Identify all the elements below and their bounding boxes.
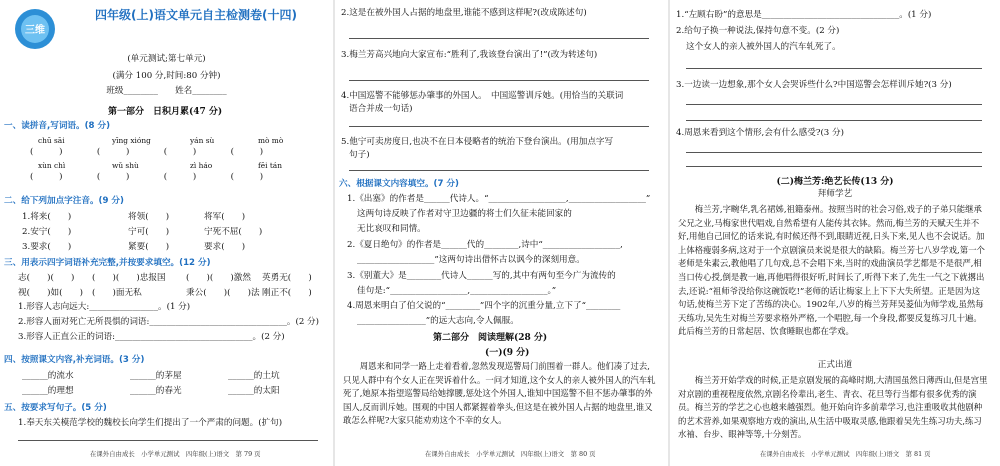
unit-label: (单元测试;第七单元) xyxy=(127,54,206,64)
zs-8: 紧要( ) xyxy=(128,242,170,252)
zs-2: 将领( ) xyxy=(128,212,170,222)
zs-3: 将军( ) xyxy=(204,212,246,222)
a2: 2.给句子换一种说法,保持句意不变。(2 分) xyxy=(676,26,840,36)
reading-2-para-1: 梅兰芳,字畹华,乳名裙姊,祖籍泰州。按照当时的社会习俗,戏子的子弟只能继承父兄之业,马梅家世代唱戏,自然希望有人能传其衣钵。然而,梅兰芳的天赋天生并不好,用他自己回忆的话来说,有时候还得不到,眼睛近视,日头下来,见人也不会说话。加上体格瘦弱多病,这对于一个京剧演员来说是很大的缺陷。梅兰芳七八岁学戏,第一个老师是朱素云,教他唱了几句戏,总不会唱下来,当时的戏曲演员学艺都是不是很严,相当口传心授,倒是教一遍,再他唱得很好听,时间长了,听得下来了,先生一气之下就撂出去,还说:“祖师爷没给你这碗饭吃!”老师的话让梅家上上下下大失所望。正是因为这句话,使梅兰芳下定了苦练的决心。1902年,八岁的梅兰芳拜吴菱仙为师学戏,虽然每天练功,吴先生对梅兰芳要求格外严格,一个唱腔,每一个身段,都要反复练习几十遍。此后梅兰芳的日常起居、饮食睡眠也都在学戏。 xyxy=(678,204,985,337)
fill-2: ______的茅屋 xyxy=(130,371,182,381)
idiom-8: 刚正不( ) xyxy=(262,288,312,298)
footer-81: 在课外自由成长 小学单元测试 四年级(上)语文 第 81 页 xyxy=(760,450,931,458)
pinyin-6: wǔ shù xyxy=(112,161,139,170)
f1a: 1.《出塞》的作者是______代诗人。“__________________,__________________” xyxy=(347,194,651,204)
q4-heading: 四、按照课文内容,补充词语。(3 分) xyxy=(4,355,145,365)
pinyin-3: yán sù xyxy=(190,136,215,145)
logo-text: 三维 xyxy=(25,25,45,36)
footer-79: 在课外自由成长 小学单元测试 四年级(上)语文 第 79 页 xyxy=(90,450,261,458)
idiom-6: ( )面无私 xyxy=(92,288,142,298)
a1: 1.“左顾右盼”的意思是________________________________。(1 分) xyxy=(676,10,932,20)
a3: 3.一边读一边想象,那个女人会哭诉些什么?中国巡警会怎样训斥她?(3 分) xyxy=(676,80,952,90)
fill-5: ______的春光 xyxy=(130,386,182,396)
zs-7: 3.要求( ) xyxy=(22,242,72,252)
reading-2-para-2: 梅兰芳开始学戏的时候,正是京剧发展的高峰时期,大清国虽然日薄西山,但是宫里对京剧的重视程度依然,京剧名伶辈出,老生、青衣、花旦等行当都有很多优秀的演员。梅兰芳的学艺之心也越来越强烈。他开始向许多前辈学习,也注重吸收其他剧种的艺术营养,如果观察地方戏的演出,从生活中吸取灵感,他跟着吴先生练习功夫,练习水袖、台步、眼神等等,十分刻苦。 xyxy=(678,375,988,440)
class-name-fields: 班级________ 姓名________ xyxy=(106,86,227,96)
subheading-1: 拜师学艺 xyxy=(817,189,853,199)
part2-heading: 第二部分 阅读理解(28 分) xyxy=(433,333,548,343)
fill-3: ______的土坑 xyxy=(228,371,280,381)
q3a: 1.形容人志向远大:________________。(1 分) xyxy=(18,302,191,312)
pinyin-5: xùn chì xyxy=(38,161,66,170)
page-80 xyxy=(335,0,668,466)
a2-sentence: 这个女人的亲人被外国人的汽车轧死了。 xyxy=(686,42,841,52)
f1c: 无比哀叹和同情。 xyxy=(357,224,426,234)
zs-4: 2.安宁( ) xyxy=(22,227,72,237)
idiom-1: 志( )( ) xyxy=(18,273,75,283)
pinyin-8: fēi tán xyxy=(258,161,282,170)
pinyin-4: mò mò xyxy=(258,136,284,145)
s4b: 语合并成一句话) xyxy=(349,104,413,114)
f2b: __________________”这两句诗出借怀古以讽今的深刻用意。 xyxy=(357,255,585,265)
f3a: 3.《别董大》是________代诗人______写的,其中有两句至今广为流传的 xyxy=(347,271,616,281)
subheading-2: 正式出道 xyxy=(817,360,853,370)
fill-6: ______的太阳 xyxy=(228,386,280,396)
idiom-7: 秉公( )( )法 xyxy=(186,288,260,298)
q3-heading: 三、用表示四字词语补充完整,并按要求填空。(12 分) xyxy=(4,258,211,268)
f2a: 2.《夏日绝句》的作者是______代的________,诗中“__________________, xyxy=(347,240,623,250)
test-title: 四年级(上)语文单元自主检测卷(十四) xyxy=(95,8,297,22)
footer-80: 在课外自由成长 小学单元测试 四年级(上)语文 第 80 页 xyxy=(425,450,596,458)
idiom-5: 视( )如( ) xyxy=(18,288,83,298)
s2: 2.这是在被外国人占据的地盘里,谁能不感到这样呢?(改成陈述句) xyxy=(341,8,587,18)
reading-1-heading: (一)(9 分) xyxy=(485,348,530,358)
idiom-2: ( )( )忠报国 xyxy=(92,273,166,283)
f1b: 这两句诗反映了作者对守卫边疆的将士们久征未能回家的 xyxy=(357,209,572,219)
s5b: 句子) xyxy=(349,150,370,160)
part1-heading: 第一部分 日积月累(47 分) xyxy=(108,107,223,117)
pinyin-7: zì háo xyxy=(190,161,213,170)
zs-6: 宁死不屈( ) xyxy=(204,227,263,237)
idiom-4: 英勇无( ) xyxy=(262,273,312,283)
pinyin-2: yīng xióng xyxy=(112,136,151,145)
zs-1: 1.将来( ) xyxy=(22,212,72,222)
zs-5: 宁可( ) xyxy=(128,227,170,237)
page-81 xyxy=(670,0,1000,466)
series-logo-icon xyxy=(12,6,58,52)
s4a: 4.中国巡警不能够惩办肇事的外国人。 中国巡警训斥她。(用恰当的关联词 xyxy=(341,91,624,101)
s3: 3.梅兰芳高兴地向大家宣布:“胜利了,我该登台演出了!”(改为转述句) xyxy=(341,50,598,60)
f3b: 佳句是:“__________________,__________________。” xyxy=(357,286,557,296)
page-79: 三维 四年级(上)语文单元自主检测卷(十四) (单元测试;第七单元) (满分 100 分,时间:80 分钟) 班级________ 姓名________ 第一部分 日积月累(47 分) 一、读拼音,写词语。(8 分) chū sāi yīng xióng yán sù mò mò ( ) ( ) ( ) ( ) xùn chì wǔ shù zì háo fēi tán ( ) ( ) ( ) ( ) 二、给下列加点字注音。(9 分) 1.将来( ) 将领( ) 将军( ) 2.安宁( ) 宁可( ) 宁死不屈( ) 3.要求( ) 紧要( ) 要求( ) 三、用表示四字词语补充完整,并按要求填空。(12 分) 志( )( ) ( )( )忠报国 ( )( )激然 英勇无( ) 视( )如( ) ( )面无私 秉公( )( )法 刚正不( ) 1.形容人志向远大:________________。(1 分) 2.形容人面对死亡无所畏惧的词语:________________________________。(2 分) 3.形容人正直公正的词语:________________________________。(2 分) 四、按照课文内容,补充词语。(3 分) ______的流水 ______的茅屋 ______的土坑 ______的理想 ______的春光 ______的太阳 五、按要求写句子。(5 分) 1.奉天东关模范学校的魏校长向学生们提出了一个严肃的问题。(扩句) 在课外自由成长 小学单元测试 四年级(上)语文 第 79 页 xyxy=(0,0,333,466)
reading-2-heading: (二)梅兰芳:绝艺长传(13 分) xyxy=(776,177,894,187)
q5a: 1.奉天东关模范学校的魏校长向学生们提出了一个严肃的问题。(扩句) xyxy=(18,418,283,428)
f4a: 4.周恩来明白了伯父说的“________”四个字的沉重分量,立下了“________ xyxy=(347,301,621,311)
idiom-3: ( )( )激然 xyxy=(186,273,251,283)
pinyin-1: chū sāi xyxy=(38,136,65,145)
zs-9: 要求( ) xyxy=(204,242,246,252)
f4b: ________________”的远大志向,令人佩服。 xyxy=(357,316,519,326)
q3c: 3.形容人正直公正的词语:________________________________。(2 分) xyxy=(18,332,285,342)
q1-heading: 一、读拼音,写词语。(8 分) xyxy=(4,121,111,131)
s5a: 5.他宁可卖房度日,也决不在日本侵略者的统治下登台演出。(用加点字写 xyxy=(341,137,614,147)
score-time: (满分 100 分,时间:80 分钟) xyxy=(112,71,221,81)
q3b: 2.形容人面对死亡无所畏惧的词语:________________________________。(2 分) xyxy=(18,317,320,327)
fill-1: ______的流水 xyxy=(22,371,74,381)
fill-4: ______的理想 xyxy=(22,386,74,396)
q6-heading: 六、根据课文内容填空。(7 分) xyxy=(339,179,459,189)
reading-1-passage: 周恩来和同学一路上走着看着,忽然发现巡警局门前围着一群人。他们凑了过去,只见人群中有个女人正在哭诉着什么。一问才知道,这个女人的亲人被外国人的汽车轧死了,她原本指望巡警局给她撑腰,惩处这个外国人,谁知中国巡警不但不惩办肇事的外国人,反而训斥她。围观的中国人都紧握着拳头,但这是在被外国人占据的地盘里,谁又敢怎么样呢?大家只能劝劝这个不幸的女人。 xyxy=(343,361,656,426)
q2-heading: 二、给下列加点字注音。(9 分) xyxy=(4,196,124,206)
q5-heading: 五、按要求写句子。(5 分) xyxy=(4,403,107,413)
a4: 4.周恩来看到这个情形,会有什么感受?(3 分) xyxy=(676,128,844,138)
